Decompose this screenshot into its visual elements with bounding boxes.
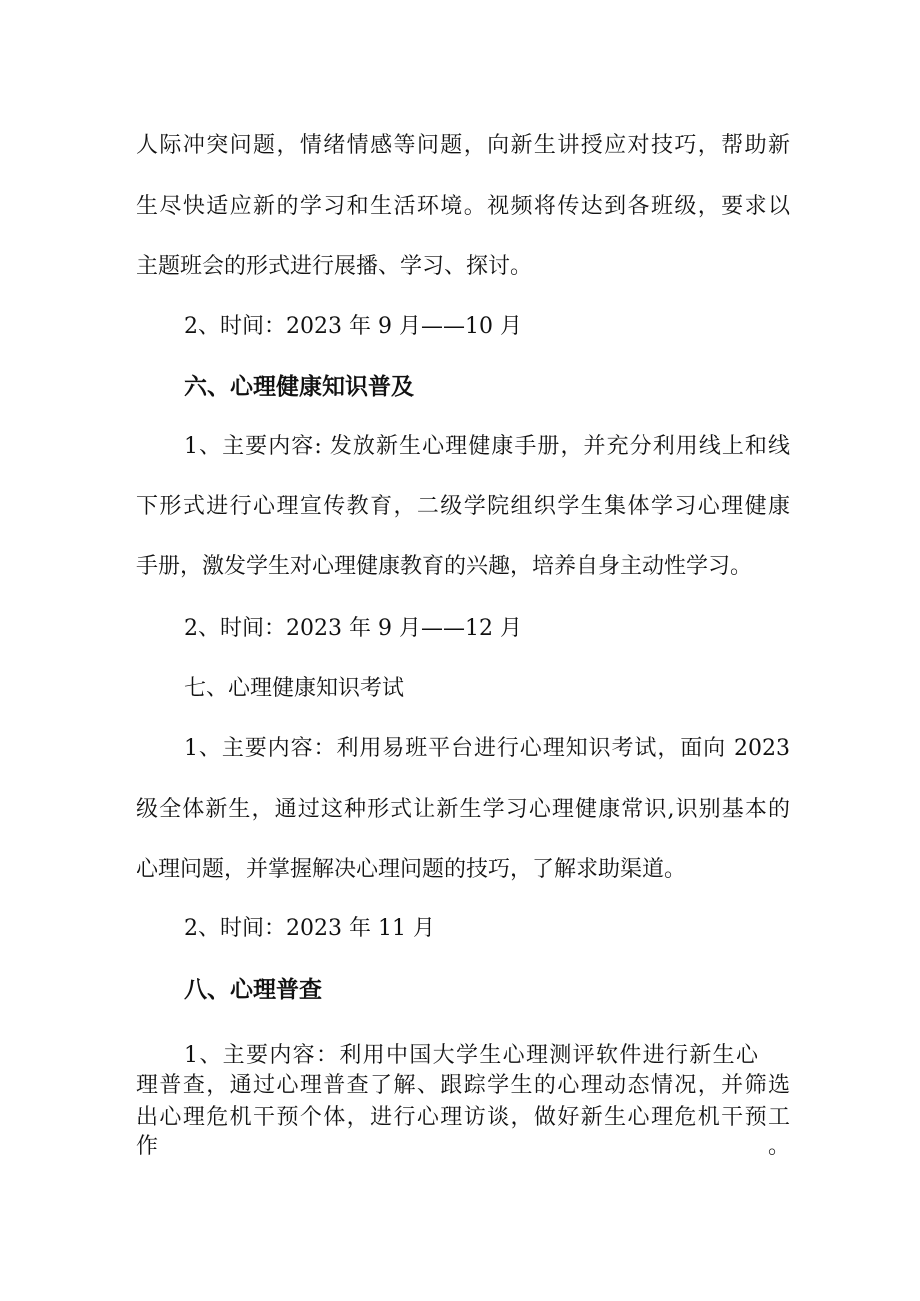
section5-paragraph-line-2: 生尽快适应新的学习和生活环境。视频将传达到各班级，要求以 xyxy=(136,194,790,219)
section5-paragraph-line-3: 主题班会的形式进行展播、学习、探讨。 xyxy=(136,254,533,279)
section8-content-line-4: 作。 xyxy=(136,1134,790,1159)
section8-content-line-2: 理普查，通过心理普查了解、跟踪学生的心理动态情况，并筛选 xyxy=(136,1073,790,1098)
section8-content-line-3: 出心理危机干预个体，进行心理访谈，做好新生心理危机干预工 xyxy=(136,1105,790,1130)
section6-content-line-2: 下形式进行心理宣传教育，二级学院组织学生集体学习心理健康 xyxy=(136,494,790,519)
section8-heading: 八、心理普查 xyxy=(184,977,322,1003)
section6-heading: 六、心理健康知识普及 xyxy=(184,374,414,400)
section7-content-line-1: 1、主要内容：利用易班平台进行心理知识考试，面向 2023 xyxy=(184,736,790,761)
section7-content-line-3: 心理问题，并掌握解决心理问题的技巧，了解求助渠道。 xyxy=(136,857,687,882)
section5-paragraph-line-1: 人际冲突问题，情绪情感等问题，向新生讲授应对技巧，帮助新 xyxy=(136,133,790,158)
section6-content-line-1: 1、主要内容: 发放新生心理健康手册，并充分利用线上和线 xyxy=(184,434,790,459)
section6-time: 2、时间：2023 年 9 月——12 月 xyxy=(184,616,522,641)
section5-time: 2、时间：2023 年 9 月——10 月 xyxy=(184,314,522,339)
section7-heading: 七、心理健康知识考试 xyxy=(184,676,405,701)
section7-content-line-2: 级全体新生，通过这种形式让新生学习心理健康常识,识别基本的 xyxy=(136,797,790,822)
section8-content-line-1: 1、主要内容：利用中国大学生心理测评软件进行新生心 xyxy=(184,1043,758,1068)
section7-time: 2、时间：2023 年 11 月 xyxy=(184,916,435,941)
section6-content-line-3: 手册，激发学生对心理健康教育的兴趣，培养自身主动性学习。 xyxy=(136,554,753,579)
